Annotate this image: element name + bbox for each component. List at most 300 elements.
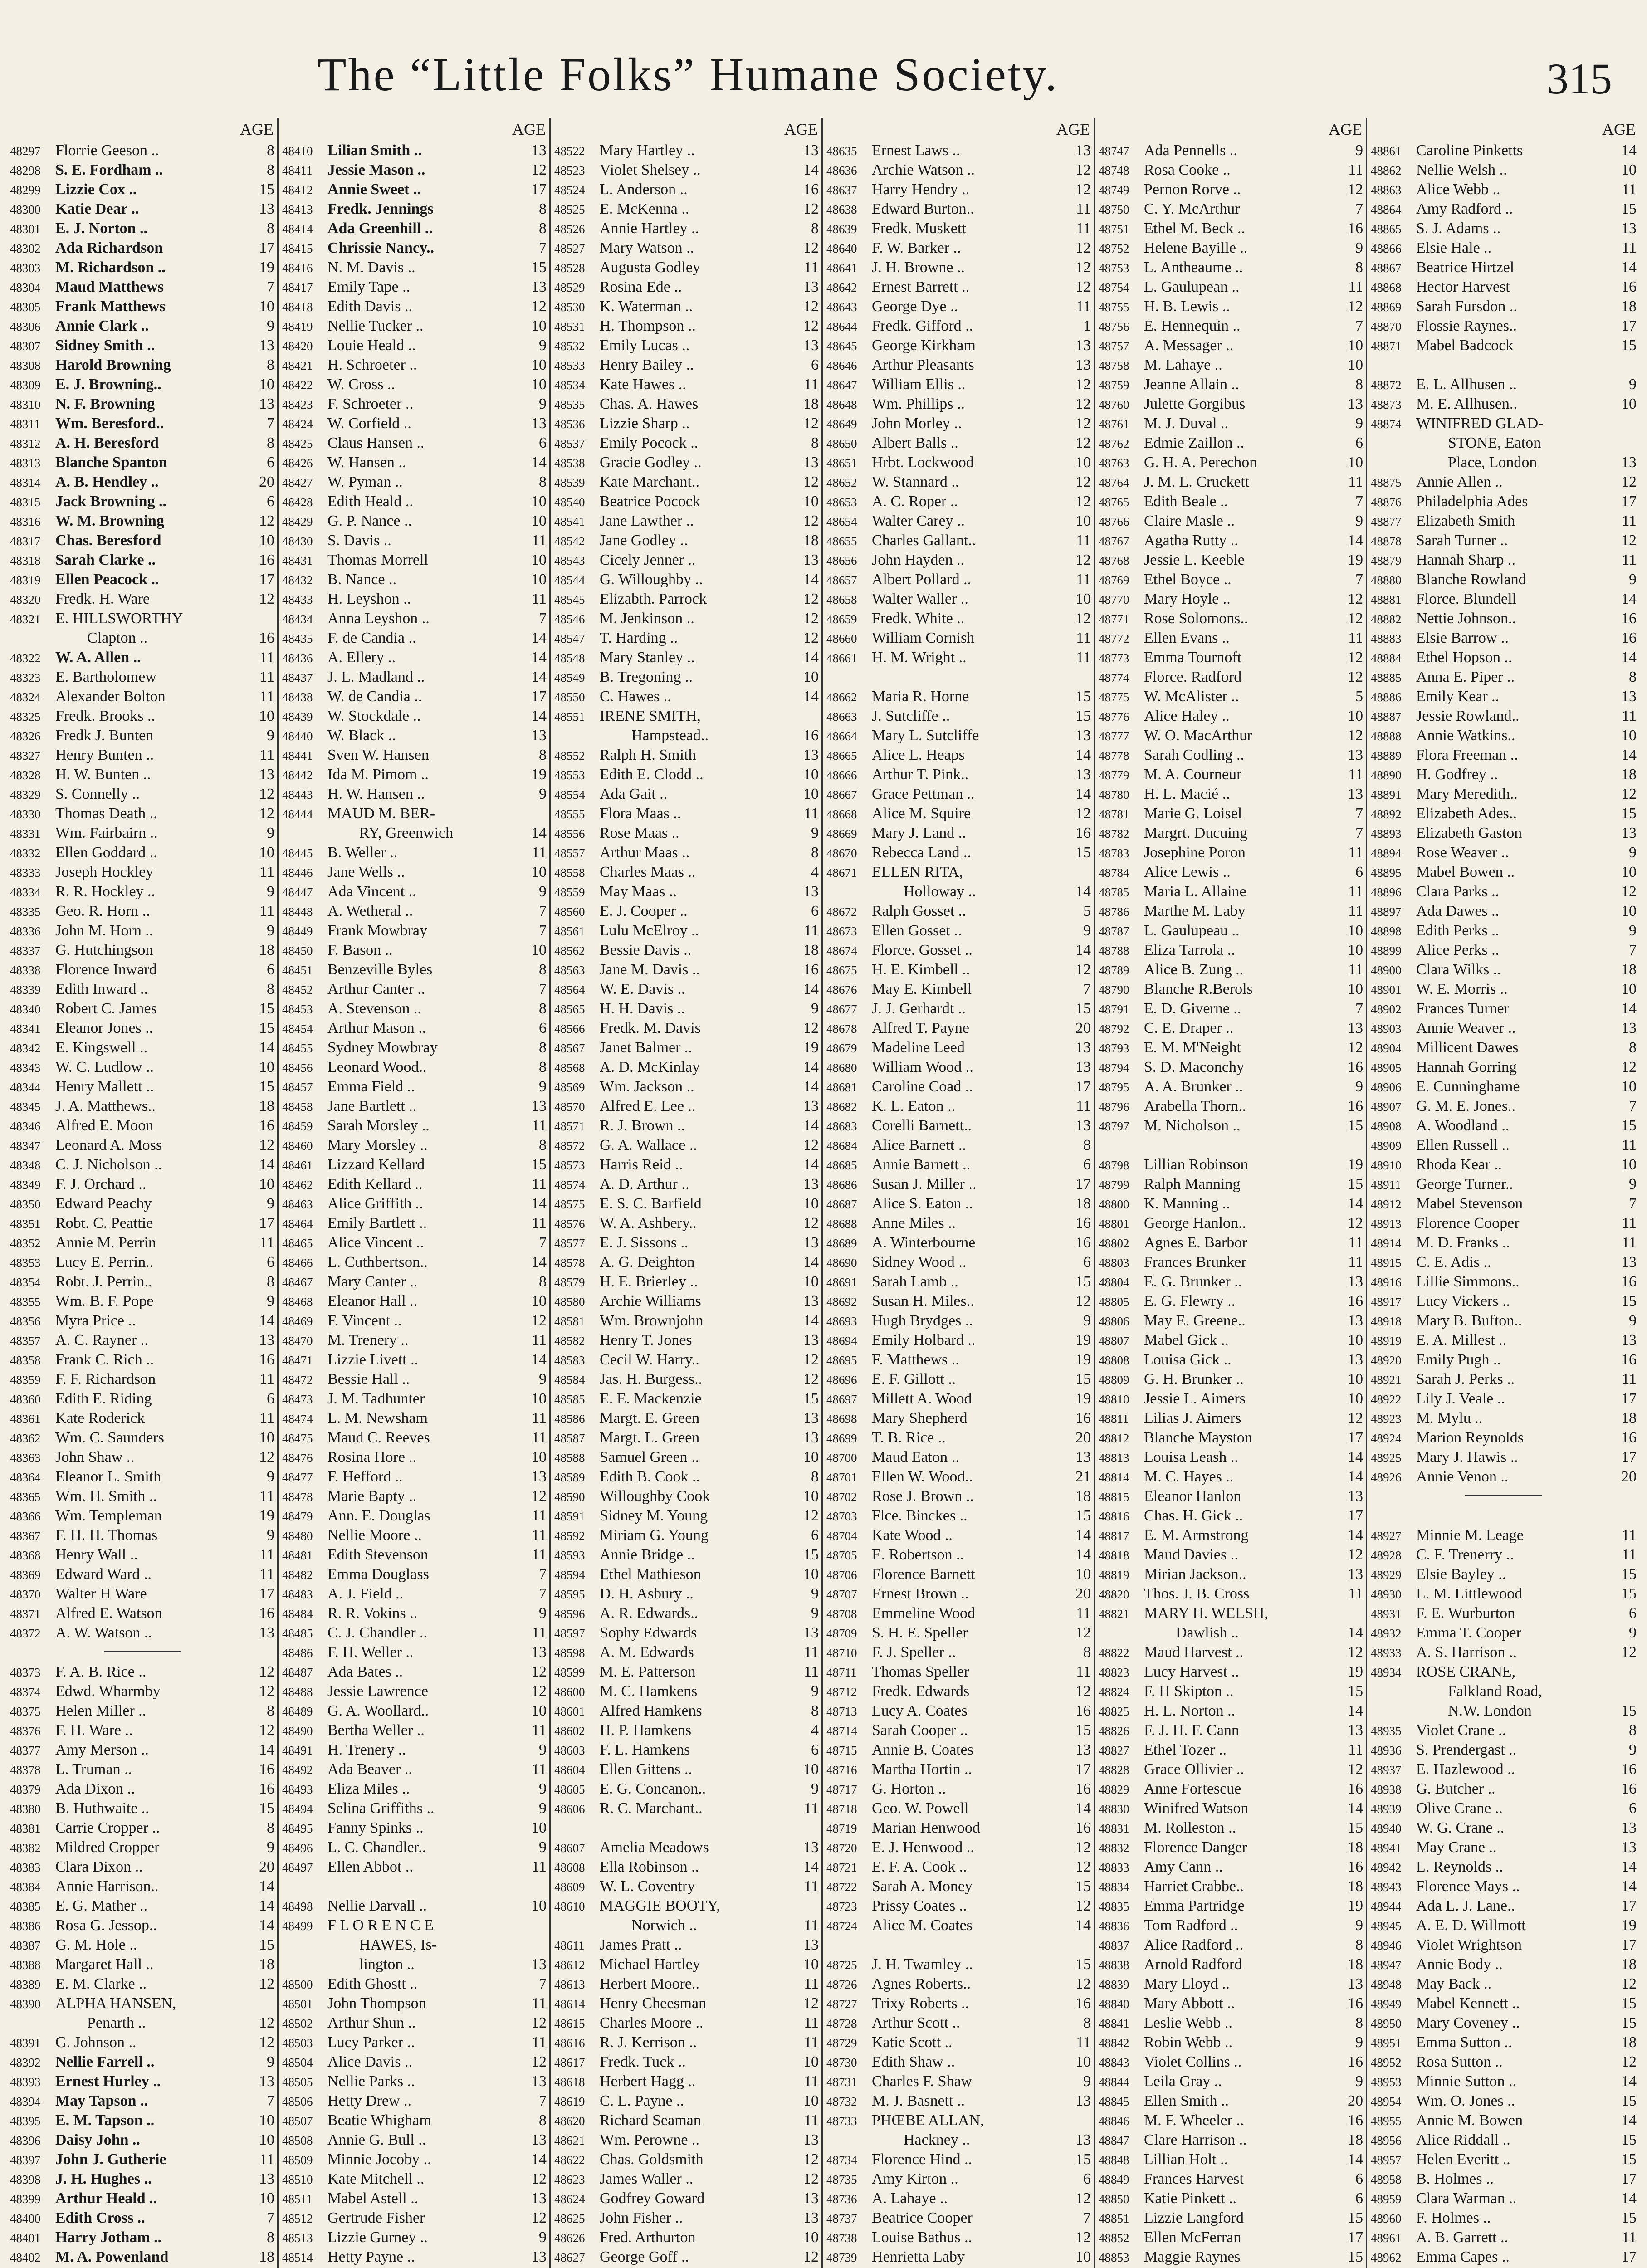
member-entry [1371, 336, 1637, 355]
member-age: 16 [1621, 1761, 1637, 1778]
member-entry [826, 1077, 1091, 1096]
member-age: 12 [1348, 1761, 1363, 1778]
member-age: 8 [1355, 259, 1363, 276]
member-age: 13 [1075, 142, 1091, 159]
member-entry [1099, 1155, 1363, 1174]
member-number: 48754 [1099, 281, 1129, 294]
member-number: 48394 [10, 2095, 41, 2108]
member-number: 48761 [1099, 417, 1129, 431]
member-name: M. A. Powenland [55, 2248, 169, 2265]
member-name: Sarah Morsley .. [327, 1117, 430, 1134]
member-name: Edmie Zaillon .. [1144, 435, 1244, 451]
member-entry [554, 1662, 819, 1681]
member-entry [1099, 1779, 1363, 1799]
member-number: 48504 [282, 2056, 313, 2069]
member-number: 48330 [10, 807, 41, 821]
member-number: 48413 [282, 203, 313, 216]
member-number: 48501 [282, 1997, 313, 2011]
member-name: Kate Mitchell .. [327, 2170, 425, 2187]
member-age: 12 [803, 1020, 819, 1036]
member-age: 17 [1621, 1390, 1637, 1407]
member-entry [826, 2111, 1091, 2130]
member-number: 48384 [10, 1880, 41, 1894]
member-name: W. Cross .. [327, 376, 395, 393]
member-number: 48618 [554, 2075, 585, 2089]
member-number: 48492 [282, 1763, 313, 1777]
member-entry [1099, 2111, 1363, 2130]
member-number: 48958 [1371, 2173, 1402, 2186]
member-age: 13 [531, 727, 547, 744]
member-name: E. M. Clarke .. [55, 1975, 147, 1992]
member-entry [1371, 921, 1637, 940]
member-entry [1099, 355, 1363, 375]
member-number: 48808 [1099, 1354, 1129, 1367]
member-age: 14 [1075, 883, 1091, 900]
member-number: 48299 [10, 183, 41, 197]
member-number: 48783 [1099, 846, 1129, 860]
member-age: 10 [531, 571, 547, 588]
member-name: E. G. Brunker .. [1144, 1273, 1242, 1290]
member-name: Florence Inward [55, 961, 157, 978]
member-age: 17 [531, 181, 547, 198]
member-age: 11 [1622, 1234, 1637, 1251]
member-age: 15 [1621, 2131, 1637, 2148]
member-age: 13 [1348, 747, 1363, 763]
member-number: 48619 [554, 2095, 585, 2108]
member-age: 6 [539, 1020, 547, 1036]
member-age: 12 [1075, 2190, 1091, 2207]
member-name: Mary Shepherd [872, 1410, 968, 1427]
member-entry [1099, 1506, 1363, 1525]
member-age: 9 [1629, 571, 1637, 588]
member-name: Clara Warman .. [1416, 2190, 1517, 2207]
member-entry [1371, 1974, 1637, 1994]
member-number: 48445 [282, 846, 313, 860]
member-entry [554, 765, 819, 784]
member-age: 6 [811, 903, 819, 919]
member-number: 48792 [1099, 1022, 1129, 1036]
member-number: 48768 [1099, 554, 1129, 567]
member-number: 48332 [10, 846, 41, 860]
member-age: 12 [1075, 259, 1091, 276]
member-entry [826, 940, 1091, 960]
member-name: Ellen Gosset .. [872, 922, 962, 939]
member-name: J. H. Browne .. [872, 259, 965, 276]
member-age: 12 [531, 161, 547, 178]
member-age: 10 [1075, 2248, 1091, 2265]
member-number: 48383 [10, 1861, 41, 1874]
member-age: 10 [1348, 1390, 1363, 1407]
member-age: 13 [531, 2131, 547, 2148]
member-number: 48779 [1099, 768, 1129, 782]
member-number: 48737 [826, 2212, 857, 2225]
member-number: 48309 [10, 378, 41, 392]
member-number: 48910 [1371, 1158, 1402, 1172]
member-age: 18 [1621, 298, 1637, 315]
member-name: Alice Lewis .. [1144, 864, 1231, 880]
member-entry [1099, 1447, 1363, 1467]
member-entry [826, 706, 1091, 726]
member-number: 48489 [282, 1705, 313, 1718]
member-name: Prissy Coates .. [872, 1897, 967, 1914]
member-age: 13 [1621, 1839, 1637, 1856]
member-age: 9 [811, 1683, 819, 1700]
member-number: 48821 [1099, 1607, 1129, 1621]
member-age: 12 [1075, 610, 1091, 627]
member-entry [282, 882, 547, 901]
member-number: 48304 [10, 281, 41, 294]
member-entry [282, 180, 547, 199]
member-name: Emily Tape .. [327, 279, 411, 295]
member-age: 9 [811, 1585, 819, 1602]
member-number: 48312 [10, 437, 41, 450]
member-number: 48912 [1371, 1198, 1402, 1211]
member-entry [282, 1272, 547, 1291]
member-age: 11 [259, 1371, 274, 1388]
member-number: 48701 [826, 1471, 857, 1484]
member-entry [826, 1642, 1091, 1662]
member-number: 48843 [1099, 2056, 1129, 2069]
member-number: 48679 [826, 1041, 857, 1055]
member-entry [826, 1350, 1091, 1369]
member-name: Marie G. Loisel [1144, 805, 1242, 822]
member-number: 48766 [1099, 515, 1129, 528]
member-name: Harry Jotham .. [55, 2229, 162, 2246]
member-name: Edith Ghostt .. [327, 1975, 418, 1992]
member-number: 48869 [1371, 300, 1402, 314]
member-name: ROSE CRANE, [1416, 1663, 1516, 1680]
member-entry [826, 823, 1091, 843]
member-age: 10 [1621, 864, 1637, 880]
member-entry [1371, 1038, 1637, 1057]
member-entry [1371, 180, 1637, 199]
member-age: 12 [1348, 669, 1363, 685]
member-age: 11 [532, 1410, 547, 1427]
member-entry [10, 531, 274, 550]
member-entry [282, 1623, 547, 1642]
member-number: 48805 [1099, 1295, 1129, 1309]
member-entry-continuation [554, 726, 819, 745]
member-number: 48784 [1099, 866, 1129, 880]
member-entry [554, 1701, 819, 1721]
member-number: 48548 [554, 651, 585, 665]
member-entry [282, 843, 547, 862]
member-entry [554, 1623, 819, 1642]
member-name: Mary Watson .. [600, 240, 694, 256]
member-entry [554, 1506, 819, 1525]
member-number: 48769 [1099, 573, 1129, 587]
member-number: 48885 [1371, 671, 1402, 684]
member-entry [1371, 979, 1637, 999]
member-number: 48760 [1099, 398, 1129, 411]
member-name: G. A. Wallace .. [600, 1137, 697, 1154]
member-entry [554, 1603, 819, 1623]
member-name: L. Truman .. [55, 1761, 132, 1778]
member-entry [554, 2189, 819, 2208]
member-name: Henry Cheesman [600, 1995, 707, 2012]
member-entry [282, 1174, 547, 1194]
member-age: 10 [803, 786, 819, 802]
member-age: 11 [532, 532, 547, 549]
member-entry [826, 2228, 1091, 2247]
member-entry [10, 472, 274, 492]
member-age: 13 [1075, 727, 1091, 744]
member-age: 7 [1355, 805, 1363, 822]
member-number: 48522 [554, 144, 585, 158]
member-name: Nellie Welsh .. [1416, 161, 1507, 178]
member-entry [826, 1623, 1091, 1642]
member-age: 14 [1348, 1527, 1363, 1544]
member-age: 16 [1621, 1429, 1637, 1446]
member-name: T. B. Rice .. [872, 1429, 946, 1446]
member-age: 16 [1621, 279, 1637, 295]
member-number: 48870 [1371, 320, 1402, 333]
member-name: E. L. Allhusen .. [1416, 376, 1517, 393]
member-entry [1099, 1389, 1363, 1408]
member-name: G. Willoughby .. [600, 571, 703, 588]
member-age: 14 [531, 708, 547, 724]
member-age: 10 [1075, 513, 1091, 529]
member-age: 10 [531, 318, 547, 334]
member-name: F. H Skipton .. [1144, 1683, 1234, 1700]
member-number: 48535 [554, 398, 585, 411]
member-name: Ernest Brown .. [872, 1585, 969, 1602]
member-entry [826, 1291, 1091, 1311]
member-name: H. W. Hansen .. [327, 786, 425, 802]
member-number: 48649 [826, 417, 857, 431]
member-number: 48423 [282, 398, 313, 411]
age-header: AGE [1602, 120, 1636, 138]
member-entry [10, 1038, 274, 1057]
member-number: 48639 [826, 222, 857, 236]
member-name: RY, Greenwich [359, 825, 454, 841]
member-number: 48765 [1099, 495, 1129, 509]
member-name: Rose Maas .. [600, 825, 679, 841]
member-name: C. Hawes .. [600, 688, 671, 705]
member-name: W. Hansen .. [327, 454, 406, 471]
member-entry [554, 628, 819, 648]
member-entry [554, 180, 819, 199]
member-name: Mirian Jackson.. [1144, 1566, 1246, 1583]
member-entry [282, 1233, 547, 1252]
member-age: 7 [1629, 1098, 1637, 1114]
member-name: Emma Sutton .. [1416, 2034, 1512, 2051]
member-name: John J. Gutherie [55, 2151, 166, 2168]
member-name: A. C. Rayner .. [55, 1332, 148, 1349]
member-age: 13 [803, 1410, 819, 1427]
member-entry [1371, 1077, 1637, 1096]
member-entry [282, 316, 547, 336]
member-name: H. Leyshon .. [327, 591, 411, 607]
member-entry-continuation [826, 2130, 1091, 2150]
member-entry [1371, 531, 1637, 550]
member-age: 10 [531, 1293, 547, 1310]
member-name: May E. Greene.. [1144, 1312, 1246, 1329]
member-number: 48346 [10, 1119, 41, 1133]
member-name: N. M. Davis .. [327, 259, 415, 276]
member-entry [1371, 765, 1637, 784]
member-entry [282, 492, 547, 511]
member-entry [554, 570, 819, 589]
member-age: 7 [1355, 318, 1363, 334]
member-age: 13 [803, 454, 819, 471]
member-entry [554, 1272, 819, 1291]
member-entry [282, 1799, 547, 1818]
member-entry [1371, 1057, 1637, 1077]
member-age: 16 [1075, 1410, 1091, 1427]
member-entry [1099, 1974, 1363, 1994]
member-number: 48764 [1099, 476, 1129, 489]
member-number: 48448 [282, 905, 313, 919]
member-number: 48642 [826, 281, 857, 294]
member-number: 48646 [826, 359, 857, 372]
member-number: 48470 [282, 1334, 313, 1348]
member-number: 48435 [282, 632, 313, 645]
member-name: Susan H. Miles.. [872, 1293, 974, 1310]
member-age: 13 [259, 2170, 274, 2187]
member-number: 48529 [554, 281, 585, 294]
member-age: 10 [803, 1488, 819, 1505]
member-age: 12 [1621, 1059, 1637, 1075]
member-name: Edward Burton.. [872, 200, 974, 217]
member-age: 14 [1621, 591, 1637, 607]
member-entry [554, 511, 819, 531]
member-number: 48503 [282, 2036, 313, 2050]
member-entry [1371, 687, 1637, 706]
member-age: 13 [531, 1644, 547, 1661]
member-number: 48303 [10, 261, 41, 275]
member-number: 48759 [1099, 378, 1129, 392]
member-name: Jessie L. Keeble [1144, 552, 1245, 568]
member-number: 48457 [282, 1080, 313, 1094]
member-entry [826, 1603, 1091, 1623]
member-age: 11 [532, 1117, 547, 1134]
member-entry [1371, 1428, 1637, 1447]
member-age: 13 [531, 1098, 547, 1114]
member-age: 7 [267, 415, 274, 432]
member-list [6, 118, 1639, 2268]
member-name: Edith E. Clodd .. [600, 766, 704, 783]
member-name: Mary Meredith.. [1416, 786, 1518, 802]
member-number: 48500 [282, 1978, 313, 1991]
member-age: 15 [1348, 1176, 1363, 1193]
member-entry [1099, 1545, 1363, 1564]
member-age: 14 [803, 161, 819, 178]
member-entry [826, 1233, 1091, 1252]
member-number: 48939 [1371, 1802, 1402, 1816]
member-age: 15 [259, 1800, 274, 1817]
member-entry [826, 238, 1091, 258]
member-number: 48692 [826, 1295, 857, 1309]
member-name: Lizzie Cox .. [55, 181, 137, 198]
member-number: 48590 [554, 1490, 585, 1504]
member-name: Lucy E. Perrin.. [55, 1254, 154, 1271]
member-entry [1371, 1721, 1637, 1740]
member-number: 48722 [826, 1880, 857, 1894]
member-number: 48795 [1099, 1080, 1129, 1094]
member-name: Lucy Parker .. [327, 2034, 415, 2051]
member-name: Mary Abbott .. [1144, 1995, 1235, 2012]
member-age: 9 [811, 1000, 819, 1017]
member-name: Walter Carey .. [872, 513, 965, 529]
member-name: Sarah J. Perks .. [1416, 1371, 1515, 1388]
member-name: Lizzie Livett .. [327, 1351, 419, 1368]
member-entry [554, 1955, 819, 1974]
member-name: Annie Hartley .. [600, 220, 699, 237]
member-number: 48359 [10, 1373, 41, 1387]
member-number: 48570 [554, 1100, 585, 1114]
member-number: 48329 [10, 788, 41, 802]
member-name: Eleanor Jones .. [55, 1020, 153, 1036]
member-entry [826, 687, 1091, 706]
member-entry [10, 1818, 274, 1838]
member-age: 11 [1076, 220, 1091, 237]
member-number: 48884 [1371, 651, 1402, 665]
member-name: G. A. Woollard.. [327, 1702, 429, 1719]
member-age: 10 [1621, 396, 1637, 412]
member-entry [1099, 1272, 1363, 1291]
member-name: Margt. E. Green [600, 1410, 700, 1427]
member-number: 48943 [1371, 1880, 1402, 1894]
member-age: 13 [531, 1956, 547, 1973]
member-entry [1099, 1096, 1363, 1116]
member-number: 48366 [10, 1510, 41, 1523]
member-entry [10, 1272, 274, 1291]
member-entry [10, 2033, 274, 2052]
member-entry-continuation [282, 823, 547, 843]
member-entry [282, 960, 547, 979]
member-age: 13 [803, 747, 819, 763]
member-name: Alice L. Heaps [872, 747, 965, 763]
member-age: 12 [1075, 240, 1091, 256]
member-entry-continuation [282, 1955, 547, 1974]
member-age: 12 [1075, 279, 1091, 295]
member-age: 19 [259, 259, 274, 276]
member-entry [1371, 2091, 1637, 2111]
member-age: 12 [803, 1215, 819, 1232]
member-age: 10 [1621, 903, 1637, 919]
member-number: 48819 [1099, 1568, 1129, 1582]
member-number: 48497 [282, 1861, 313, 1874]
member-entry-continuation [1099, 1623, 1363, 1642]
member-entry [282, 1760, 547, 1779]
member-age: 17 [259, 240, 274, 256]
member-age: 7 [539, 1566, 547, 1583]
member-age: 12 [803, 474, 819, 490]
member-name: Ada L. J. Lane.. [1416, 1897, 1515, 1914]
member-number: 48725 [826, 1958, 857, 1972]
member-entry [826, 1681, 1091, 1701]
member-number: 48621 [554, 2134, 585, 2147]
member-number: 48955 [1371, 2114, 1402, 2128]
member-entry [10, 2189, 274, 2208]
member-name: M. E. Patterson [600, 1663, 696, 1680]
member-name: H. H. Davis .. [600, 1000, 685, 1017]
member-entry [10, 1564, 274, 1584]
member-name: Amy Cann .. [1144, 1858, 1223, 1875]
member-name: C. F. Trenerry .. [1416, 1546, 1514, 1563]
member-age: 12 [1075, 1858, 1091, 1875]
member-name: Norwich .. [631, 1917, 697, 1934]
member-number: 48812 [1099, 1432, 1129, 1445]
member-entry [554, 1116, 819, 1135]
member-number: 48464 [282, 1217, 313, 1231]
member-entry [10, 2130, 274, 2150]
member-age: 8 [267, 1273, 274, 1290]
member-name: MAUD M. BER- [327, 805, 435, 822]
member-name: Alice Perks .. [1416, 942, 1500, 958]
member-name: Lulu McElroy .. [600, 922, 699, 939]
